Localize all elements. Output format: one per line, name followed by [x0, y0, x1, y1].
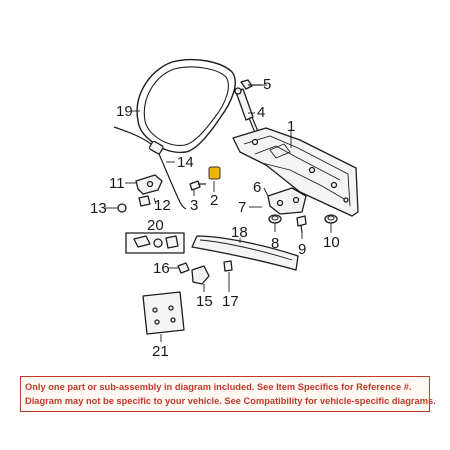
callout-7: 7 — [238, 199, 247, 216]
callout-9: 9 — [298, 241, 307, 258]
hinge — [136, 175, 162, 194]
hinge-clip — [139, 196, 150, 206]
highlighted-clip-part — [209, 167, 220, 179]
disclaimer-line-2: Diagram may not be specific to your vehicle. See Compatibility for vehicle-specific diagrams. — [25, 396, 436, 406]
screw-16 — [178, 263, 189, 273]
grommet — [269, 215, 281, 223]
bumper — [325, 215, 337, 223]
callout-5: 5 — [263, 76, 272, 93]
fastener-13 — [118, 204, 126, 212]
strut-bolt — [241, 80, 262, 89]
clip-17 — [224, 261, 232, 271]
callout-20: 20 — [147, 217, 164, 234]
weatherstrip-seal — [137, 60, 235, 153]
disclaimer-line-1: Only one part or sub-assembly in diagram included. See Item Specifics for Reference #. — [25, 382, 412, 392]
callout-2: 2 — [210, 192, 219, 209]
callout-4: 4 — [257, 104, 266, 121]
callout-10: 10 — [323, 234, 340, 251]
switch-kit — [126, 233, 184, 253]
callout-14: 14 — [177, 154, 194, 171]
callout-6: 6 — [253, 179, 262, 196]
disclaimer-notice — [20, 376, 436, 412]
screw-9 — [297, 216, 306, 233]
callout-18: 18 — [231, 224, 248, 241]
callout-12: 12 — [154, 197, 171, 214]
callout-8: 8 — [271, 235, 280, 252]
callout-1: 1 — [287, 118, 296, 135]
callout-13: 13 — [90, 200, 107, 217]
handle-housing — [192, 266, 209, 284]
applique-garnish — [192, 236, 298, 270]
callout-3: 3 — [190, 197, 199, 214]
callout-17: 17 — [222, 293, 239, 310]
callout-19: 19 — [116, 103, 133, 120]
callout-16: 16 — [153, 260, 170, 277]
screw — [190, 181, 206, 190]
callout-21: 21 — [152, 343, 169, 360]
callout-15: 15 — [196, 293, 213, 310]
callout-11: 11 — [109, 175, 125, 192]
license-bracket — [143, 292, 184, 334]
